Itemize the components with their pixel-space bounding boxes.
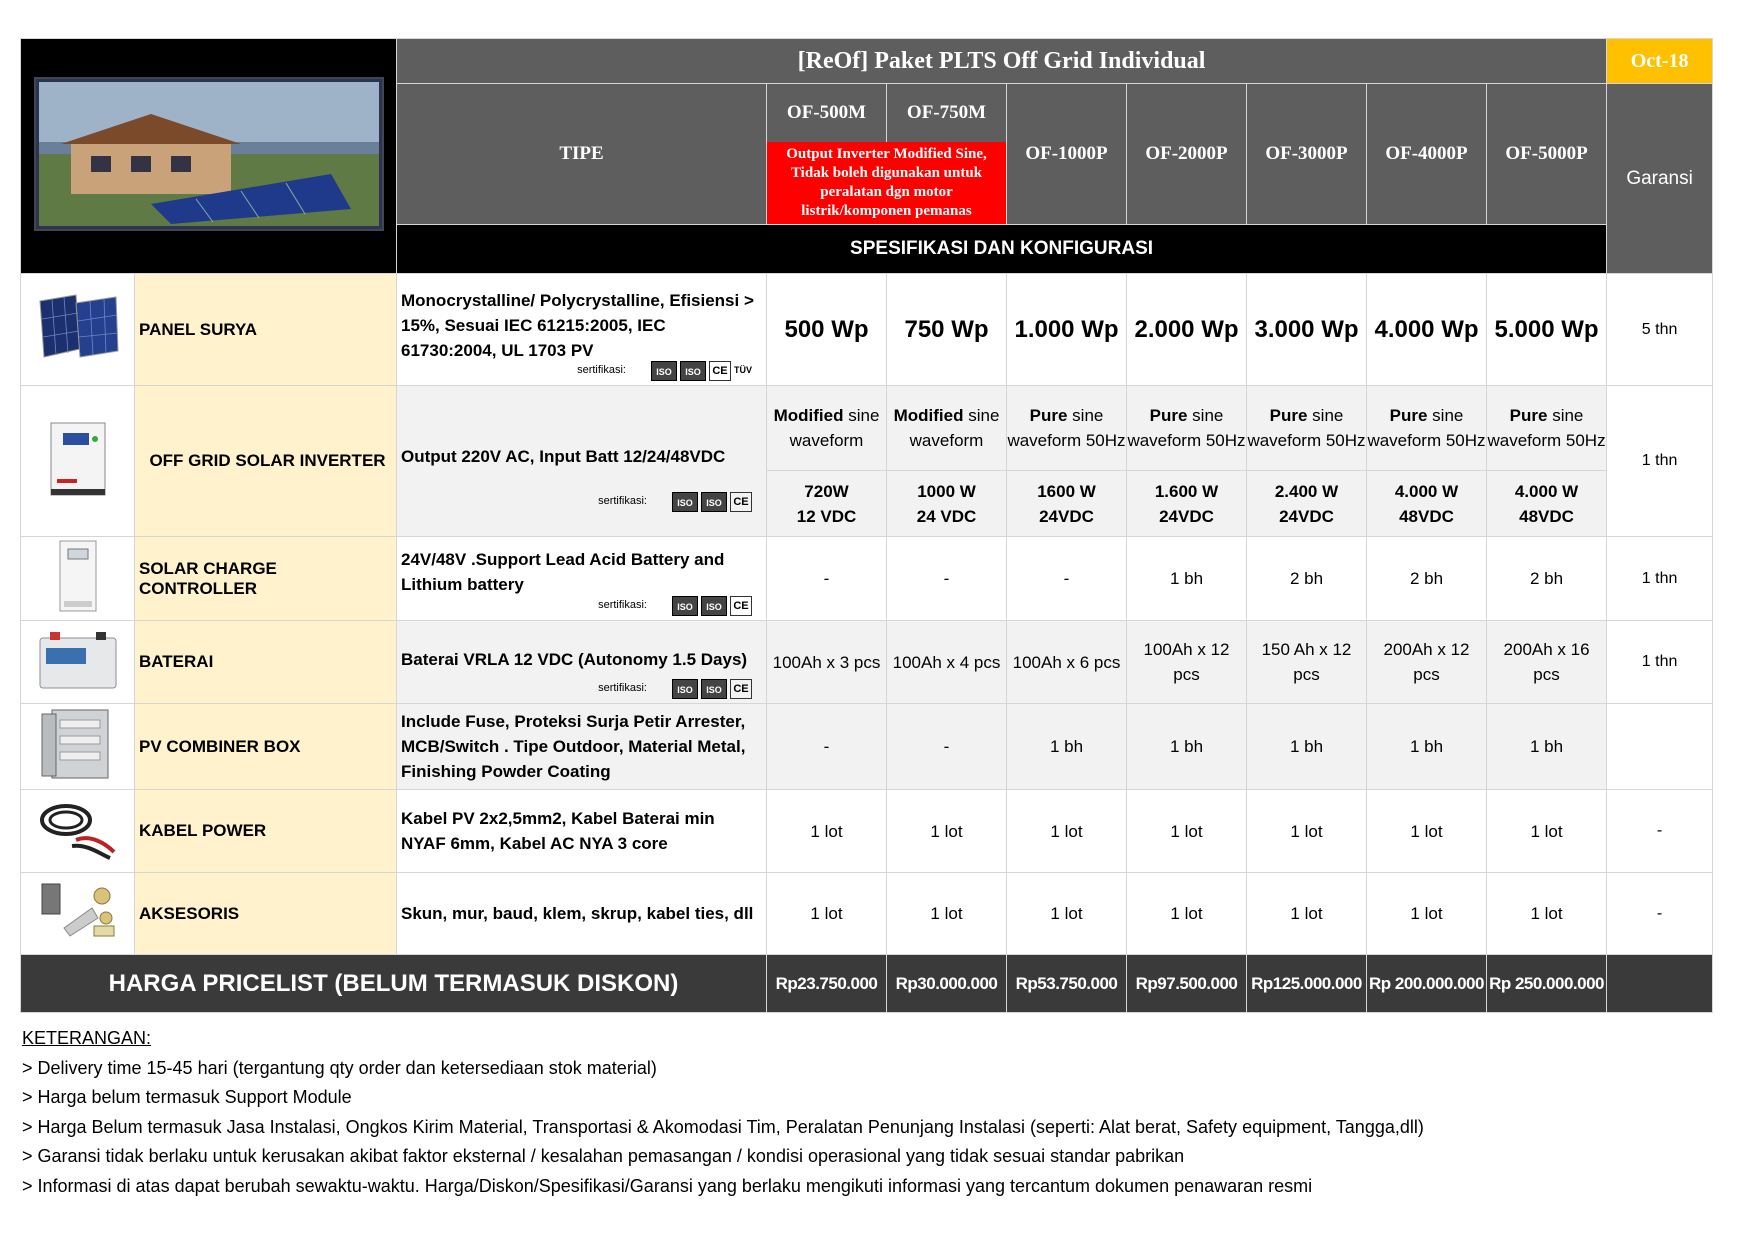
- cable-image: [21, 790, 135, 873]
- ce-mark-icon: CE: [730, 492, 752, 512]
- baterai-value: 200Ah x 16 pcs: [1487, 621, 1607, 704]
- waveform-rest: sine waveform 50Hz: [1487, 406, 1606, 450]
- power-watt: 4.000 W: [1394, 481, 1459, 501]
- power-cell: [767, 471, 887, 537]
- model-of-750m: OF-750M: [887, 84, 1006, 142]
- iso9001-icon: ISO: [651, 361, 677, 381]
- cert-label: sertifikasi:: [598, 495, 647, 507]
- desc-panel-text: Monocrystalline/ Polycrystalline, Efisiensi > 15%, Sesuai IEC 61215:2005, IEC 61730:2004, UL 1703 PV: [401, 291, 754, 360]
- waveform-type: Modified: [773, 406, 844, 425]
- model-of-1000p: OF-1000P: [1007, 84, 1127, 225]
- tipe-label: TIPE: [397, 84, 767, 225]
- garansi-scc: 1 thn: [1607, 537, 1713, 621]
- waveform-type: Pure: [1269, 406, 1308, 425]
- price-value: Rp125.000.000: [1247, 955, 1367, 1013]
- scc-image: [21, 537, 135, 621]
- combiner-value: 1 bh: [1127, 704, 1247, 790]
- garansi-inverter: 1 thn: [1607, 386, 1713, 537]
- model-of-500m: OF-500M: [767, 84, 887, 142]
- cert-scc: [598, 593, 752, 618]
- kabel-value: 1 lot: [767, 790, 887, 873]
- kabel-value: 1 lot: [1127, 790, 1247, 873]
- cert-label: sertifikasi:: [598, 682, 647, 694]
- power-watt: 1600 W: [1037, 481, 1096, 501]
- scc-value: -: [767, 537, 887, 621]
- iso9001-icon: ISO: [672, 492, 698, 512]
- aksesoris-value: 1 lot: [1127, 873, 1247, 955]
- power-cell: [1247, 471, 1367, 537]
- page-title: [ReOf] Paket PLTS Off Grid Individual: [397, 39, 1607, 84]
- power-watt: 1000 W: [917, 481, 976, 501]
- desc-scc-text: 24V/48V .Support Lead Acid Battery and Lithium battery: [401, 549, 725, 594]
- desc-scc: [397, 537, 767, 621]
- house-photo-cell: [21, 39, 397, 274]
- desc-baterai-text: Baterai VRLA 12 VDC (Autonomy 1.5 Days): [401, 649, 748, 669]
- waveform-cell: [767, 386, 887, 471]
- aksesoris-value: 1 lot: [767, 873, 887, 955]
- scc-value: 1 bh: [1127, 537, 1247, 621]
- price-value: Rp 250.000.000: [1487, 955, 1607, 1013]
- desc-baterai: [397, 621, 767, 704]
- notes-heading: KETERANGAN:: [22, 1028, 152, 1048]
- scc-value: -: [887, 537, 1007, 621]
- scc-value: -: [1007, 537, 1127, 621]
- house-solar-photo: [31, 74, 387, 234]
- desc-combiner: Include Fuse, Proteksi Surja Petir Arrester, MCB/Switch . Tipe Outdoor, Material Metal, Finishing Powder Coating: [397, 704, 767, 790]
- inverter-image: [21, 386, 135, 537]
- desc-panel: [397, 274, 767, 386]
- row-label-panel: PANEL SURYA: [135, 274, 397, 386]
- kabel-value: 1 lot: [1487, 790, 1607, 873]
- price-value: Rp30.000.000: [887, 955, 1007, 1013]
- waveform-cell: [887, 386, 1007, 471]
- model-of-3000p: OF-3000P: [1247, 84, 1367, 225]
- kabel-value: 1 lot: [887, 790, 1007, 873]
- model-of-2000p: OF-2000P: [1127, 84, 1247, 225]
- panel-value: 2.000 Wp: [1127, 274, 1247, 386]
- power-volt: 24VDC: [1039, 506, 1094, 526]
- aksesoris-value: 1 lot: [1487, 873, 1607, 955]
- tuv-icon: TÜV: [734, 365, 752, 375]
- pricelist-sheet: [20, 38, 1712, 1013]
- inverter-icon: [43, 419, 113, 499]
- panel-value: 1.000 Wp: [1007, 274, 1127, 386]
- desc-aksesoris: Skun, mur, baud, klem, skrup, kabel ties, dll: [397, 873, 767, 955]
- desc-inverter-text: Output 220V AC, Input Batt 12/24/48VDC: [401, 446, 726, 466]
- power-cell: [887, 471, 1007, 537]
- waveform-cell: [1367, 386, 1487, 471]
- waveform-cell: [1487, 386, 1607, 471]
- notes-section: [22, 1024, 1424, 1201]
- waveform-cell: [1127, 386, 1247, 471]
- baterai-value: 200Ah x 12 pcs: [1367, 621, 1487, 704]
- kabel-value: 1 lot: [1367, 790, 1487, 873]
- power-cell: [1007, 471, 1127, 537]
- power-volt: 48VDC: [1399, 506, 1454, 526]
- row-label-inverter: OFF GRID SOLAR INVERTER: [135, 386, 397, 537]
- kabel-value: 1 lot: [1247, 790, 1367, 873]
- baterai-value: 150 Ah x 12 pcs: [1247, 621, 1367, 704]
- waveform-rest: sine waveform 50Hz: [1127, 406, 1246, 450]
- price-value: Rp 200.000.000: [1367, 955, 1487, 1013]
- solar-panel-image: [21, 274, 135, 386]
- aksesoris-value: 1 lot: [1247, 873, 1367, 955]
- combiner-box-icon: [36, 706, 120, 782]
- garansi-panel: 5 thn: [1607, 274, 1713, 386]
- cert-label: sertifikasi:: [577, 364, 626, 376]
- ce-mark-icon: CE: [709, 361, 731, 381]
- row-label-baterai: BATERAI: [135, 621, 397, 704]
- charge-controller-icon: [48, 539, 108, 613]
- combiner-image: [21, 704, 135, 790]
- spec-header: SPESIFIKASI DAN KONFIGURASI: [397, 225, 1607, 274]
- baterai-value: 100Ah x 4 pcs: [887, 621, 1007, 704]
- note-item: > Harga Belum termasuk Jasa Instalasi, Ongkos Kirim Material, Transportasi & Akomodasi Tim, Peralatan Penunjang Instalasi (seperti: Alat berat, Safety equipment, Tangga,dll): [22, 1116, 1424, 1137]
- waveform-cell: [1247, 386, 1367, 471]
- power-watt: 4.000 W: [1514, 481, 1579, 501]
- baterai-value: 100Ah x 12 pcs: [1127, 621, 1247, 704]
- panel-value: 5.000 Wp: [1487, 274, 1607, 386]
- note-item: > Delivery time 15-45 hari (tergantung qty order dan ketersediaan stok material): [22, 1057, 657, 1078]
- model-of-4000p: OF-4000P: [1367, 84, 1487, 225]
- aksesoris-value: 1 lot: [1007, 873, 1127, 955]
- combiner-value: 1 bh: [1247, 704, 1367, 790]
- row-label-combiner: PV COMBINER BOX: [135, 704, 397, 790]
- combiner-value: 1 bh: [1007, 704, 1127, 790]
- solar-panel-icon: [36, 291, 120, 363]
- combiner-value: -: [767, 704, 887, 790]
- price-value: Rp23.750.000: [767, 955, 887, 1013]
- cert-inverter: [598, 489, 752, 514]
- waveform-rest: sine waveform: [789, 406, 880, 450]
- power-watt: 720W: [804, 481, 849, 501]
- row-label-scc: SOLAR CHARGE CONTROLLER: [135, 537, 397, 621]
- price-value: Rp97.500.000: [1127, 955, 1247, 1013]
- iso14001-icon: ISO: [701, 492, 727, 512]
- waveform-type: Pure: [1149, 406, 1188, 425]
- kabel-value: 1 lot: [1007, 790, 1127, 873]
- panel-value: 500 Wp: [767, 274, 887, 386]
- waveform-cell: [1007, 386, 1127, 471]
- power-cell: [1487, 471, 1607, 537]
- power-volt: 24 VDC: [916, 506, 977, 526]
- scc-value: 2 bh: [1367, 537, 1487, 621]
- garansi-baterai: 1 thn: [1607, 621, 1713, 704]
- desc-kabel: Kabel PV 2x2,5mm2, Kabel Baterai min NYAF 6mm, Kabel AC NYA 3 core: [397, 790, 767, 873]
- scc-value: 2 bh: [1487, 537, 1607, 621]
- waveform-rest: sine waveform 50Hz: [1007, 406, 1126, 450]
- iso14001-icon: ISO: [680, 361, 706, 381]
- power-volt: 24VDC: [1279, 506, 1334, 526]
- power-cell: [1367, 471, 1487, 537]
- model-of-5000p: OF-5000P: [1487, 84, 1607, 225]
- power-volt: 48VDC: [1519, 506, 1574, 526]
- waveform-rest: sine waveform 50Hz: [1367, 406, 1486, 450]
- panel-value: 750 Wp: [887, 274, 1007, 386]
- price-garansi-empty: [1607, 955, 1713, 1013]
- garansi-header: Garansi: [1607, 84, 1713, 274]
- price-label: HARGA PRICELIST (BELUM TERMASUK DISKON): [21, 955, 767, 1013]
- aksesoris-value: 1 lot: [887, 873, 1007, 955]
- cert-panel: [577, 358, 752, 383]
- cable-icon: [36, 794, 120, 864]
- waveform-type: Modified: [893, 406, 964, 425]
- waveform-rest: sine waveform 50Hz: [1247, 406, 1366, 450]
- modified-sine-warning: Output Inverter Modified Sine, Tidak boleh digunakan untuk peralatan dgn motor listrik/komponen pemanas: [767, 142, 1006, 224]
- ce-mark-icon: CE: [730, 679, 752, 699]
- accessories-image: [21, 873, 135, 955]
- cert-label: sertifikasi:: [598, 599, 647, 611]
- garansi-combiner: [1607, 704, 1713, 790]
- scc-value: 2 bh: [1247, 537, 1367, 621]
- garansi-kabel: -: [1607, 790, 1713, 873]
- iso14001-icon: ISO: [701, 596, 727, 616]
- aksesoris-value: 1 lot: [1367, 873, 1487, 955]
- combiner-value: 1 bh: [1367, 704, 1487, 790]
- waveform-rest: sine waveform: [909, 406, 1000, 450]
- cert-baterai: [598, 676, 752, 701]
- pricelist-table: [20, 38, 1713, 1013]
- iso9001-icon: ISO: [672, 596, 698, 616]
- row-label-kabel: KABEL POWER: [135, 790, 397, 873]
- accessories-icon: [36, 878, 120, 944]
- waveform-type: Pure: [1509, 406, 1548, 425]
- note-item: > Harga belum termasuk Support Module: [22, 1087, 352, 1107]
- row-label-aksesoris: AKSESORIS: [135, 873, 397, 955]
- desc-inverter: [397, 386, 767, 537]
- combiner-value: 1 bh: [1487, 704, 1607, 790]
- garansi-aksesoris: -: [1607, 873, 1713, 955]
- combiner-value: -: [887, 704, 1007, 790]
- waveform-type: Pure: [1389, 406, 1428, 425]
- battery-icon: [36, 628, 120, 692]
- power-volt: 12 VDC: [796, 506, 857, 526]
- price-value: Rp53.750.000: [1007, 955, 1127, 1013]
- battery-image: [21, 621, 135, 704]
- note-item: > Informasi di atas dapat berubah sewaktu-waktu. Harga/Diskon/Spesifikasi/Garansi yang berlaku mengikuti informasi yang tercantum dokumen penawaran resmi: [22, 1175, 1313, 1196]
- month-badge: Oct-18: [1607, 39, 1713, 84]
- panel-value: 4.000 Wp: [1367, 274, 1487, 386]
- baterai-value: 100Ah x 6 pcs: [1007, 621, 1127, 704]
- note-item: > Garansi tidak berlaku untuk kerusakan akibat faktor eksternal / kesalahan pemasangan / kondisi operasional yang tidak sesuai standar pabrikan: [22, 1146, 1185, 1166]
- power-volt: 24VDC: [1159, 506, 1214, 526]
- waveform-type: Pure: [1029, 406, 1068, 425]
- power-cell: [1127, 471, 1247, 537]
- modified-models-cell: [767, 84, 1007, 225]
- power-watt: 2.400 W: [1274, 481, 1339, 501]
- ce-mark-icon: CE: [730, 596, 752, 616]
- iso9001-icon: ISO: [672, 679, 698, 699]
- power-watt: 1.600 W: [1154, 481, 1219, 501]
- iso14001-icon: ISO: [701, 679, 727, 699]
- panel-value: 3.000 Wp: [1247, 274, 1367, 386]
- baterai-value: 100Ah x 3 pcs: [767, 621, 887, 704]
